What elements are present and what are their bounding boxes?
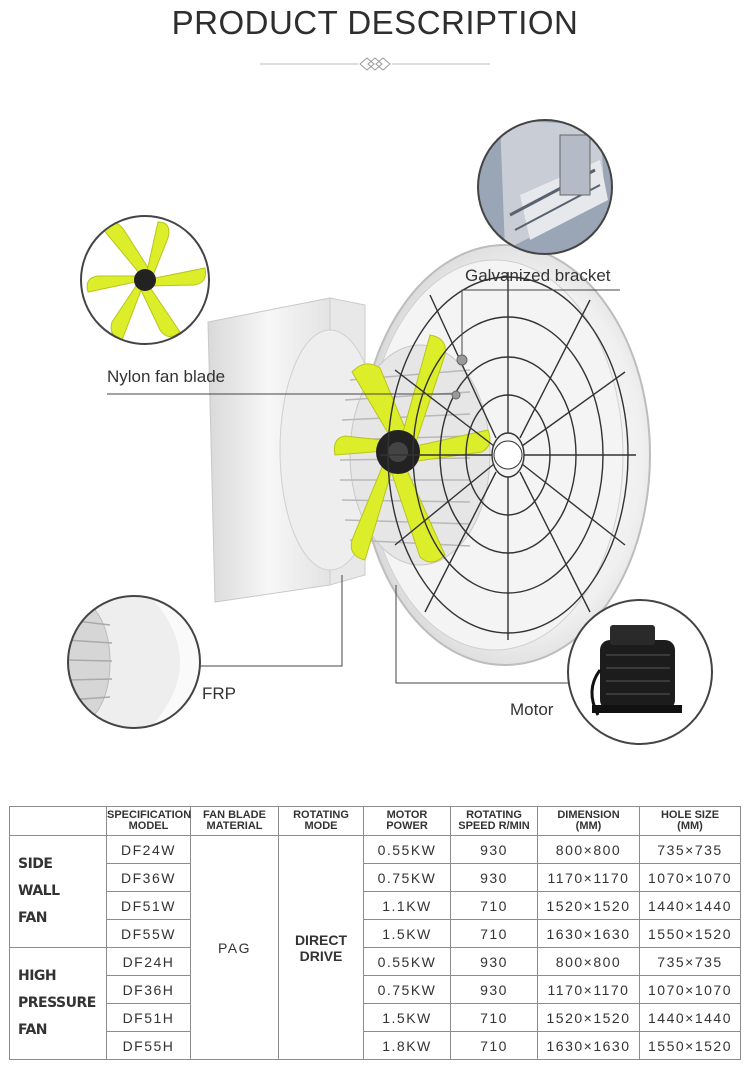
header-line: (MM) [677, 820, 703, 832]
header-line: ROTATING [466, 809, 522, 821]
callout-frp: FRP [202, 684, 236, 703]
table-row [10, 1004, 741, 1032]
model-cell: DF36W [107, 864, 191, 892]
table-row [10, 948, 741, 976]
model-cell: DF51H [107, 1004, 191, 1032]
title-divider [260, 54, 490, 74]
table-row [10, 836, 741, 864]
dimension-cell: 800×800 [538, 948, 640, 976]
speed-cell: 930 [451, 948, 538, 976]
table-header-row [10, 807, 741, 836]
table-row [10, 864, 741, 892]
model-cell: DF51W [107, 892, 191, 920]
speed-cell: 930 [451, 976, 538, 1004]
table-row [10, 976, 741, 1004]
hole-size-cell: 1070×1070 [640, 864, 741, 892]
table-header-cell [538, 807, 640, 836]
speed-cell: 710 [451, 920, 538, 948]
dimension-cell: 1170×1170 [538, 976, 640, 1004]
model-cell: DF55W [107, 920, 191, 948]
fan-group-label [10, 948, 107, 1060]
bracket-detail-circle [475, 118, 615, 258]
frp-detail-circle [50, 594, 202, 730]
table-header-cell [640, 807, 741, 836]
group-label-line: WALL [18, 883, 60, 899]
motor-power-cell: 1.5KW [364, 1004, 451, 1032]
hole-size-cell: 1440×1440 [640, 892, 741, 920]
table-row [10, 892, 741, 920]
header-line: HOLE SIZE [660, 809, 720, 821]
blade-detail-circle [80, 215, 210, 345]
dimension-cell: 1520×1520 [538, 1004, 640, 1032]
header-line: SPEED R/MIN [458, 820, 530, 832]
table-row [10, 1032, 741, 1060]
model-cell: DF36H [107, 976, 191, 1004]
table-header-cell [107, 807, 191, 836]
header-line: SPECIFICATION [107, 809, 192, 821]
table-body [10, 836, 741, 1060]
material-cell: PAG [191, 836, 279, 1060]
motor-detail-circle [568, 600, 712, 744]
hole-size-cell: 735×735 [640, 836, 741, 864]
table-header-cell [364, 807, 451, 836]
table-header-cell [279, 807, 364, 836]
motor-power-cell: 0.55KW [364, 836, 451, 864]
group-label-line: HIGH [18, 968, 57, 984]
group-label-line: FAN [18, 910, 48, 926]
model-cell: DF55H [107, 1032, 191, 1060]
fan-group-label [10, 836, 107, 948]
speed-cell: 710 [451, 1032, 538, 1060]
header-line: MOTOR [386, 809, 428, 821]
callout-nylon-fan-blade: Nylon fan blade [107, 367, 226, 386]
hole-size-cell: 1070×1070 [640, 976, 741, 1004]
group-label-line: PRESSURE [18, 995, 96, 1011]
hole-size-cell: 1440×1440 [640, 1004, 741, 1032]
rotating-mode-cell: DIRECT DRIVE [279, 836, 364, 1060]
table-header-cell [451, 807, 538, 836]
fan-cone [334, 245, 650, 665]
speed-cell: 710 [451, 1004, 538, 1032]
dimension-cell: 1520×1520 [538, 892, 640, 920]
motor-power-cell: 1.1KW [364, 892, 451, 920]
speed-cell: 930 [451, 836, 538, 864]
hole-size-cell: 735×735 [640, 948, 741, 976]
header-line: MODE [304, 820, 338, 832]
dimension-cell: 1630×1630 [538, 1032, 640, 1060]
page-title: PRODUCT DESCRIPTION [171, 4, 579, 41]
header-line: FAN BLADE [203, 809, 266, 821]
motor-power-cell: 0.75KW [364, 976, 451, 1004]
motor-power-cell: 1.8KW [364, 1032, 451, 1060]
dimension-cell: 800×800 [538, 836, 640, 864]
group-label-line: FAN [18, 1022, 48, 1038]
model-cell: DF24W [107, 836, 191, 864]
speed-cell: 930 [451, 864, 538, 892]
specification-table [9, 806, 741, 1060]
header-line: POWER [386, 820, 428, 832]
hole-size-cell: 1550×1520 [640, 920, 741, 948]
dimension-cell: 1170×1170 [538, 864, 640, 892]
table-row [10, 920, 741, 948]
header-line: MATERIAL [206, 820, 263, 832]
model-cell: DF24H [107, 948, 191, 976]
hole-size-cell: 1550×1520 [640, 1032, 741, 1060]
header-line: DIMENSION [557, 809, 620, 821]
header-line: MODEL [128, 820, 169, 832]
callout-motor: Motor [510, 700, 554, 719]
header-line: ROTATING [293, 809, 349, 821]
callout-galvanized-bracket: Galvanized bracket [465, 266, 611, 285]
fan-illustration [0, 110, 750, 770]
header-line: (MM) [575, 820, 602, 832]
motor-power-cell: 0.55KW [364, 948, 451, 976]
dimension-cell: 1630×1630 [538, 920, 640, 948]
group-label-line: SIDE [18, 856, 53, 872]
table-header-cell [191, 807, 279, 836]
motor-power-cell: 0.75KW [364, 864, 451, 892]
speed-cell: 710 [451, 892, 538, 920]
table-header-cell [10, 807, 107, 836]
motor-power-cell: 1.5KW [364, 920, 451, 948]
